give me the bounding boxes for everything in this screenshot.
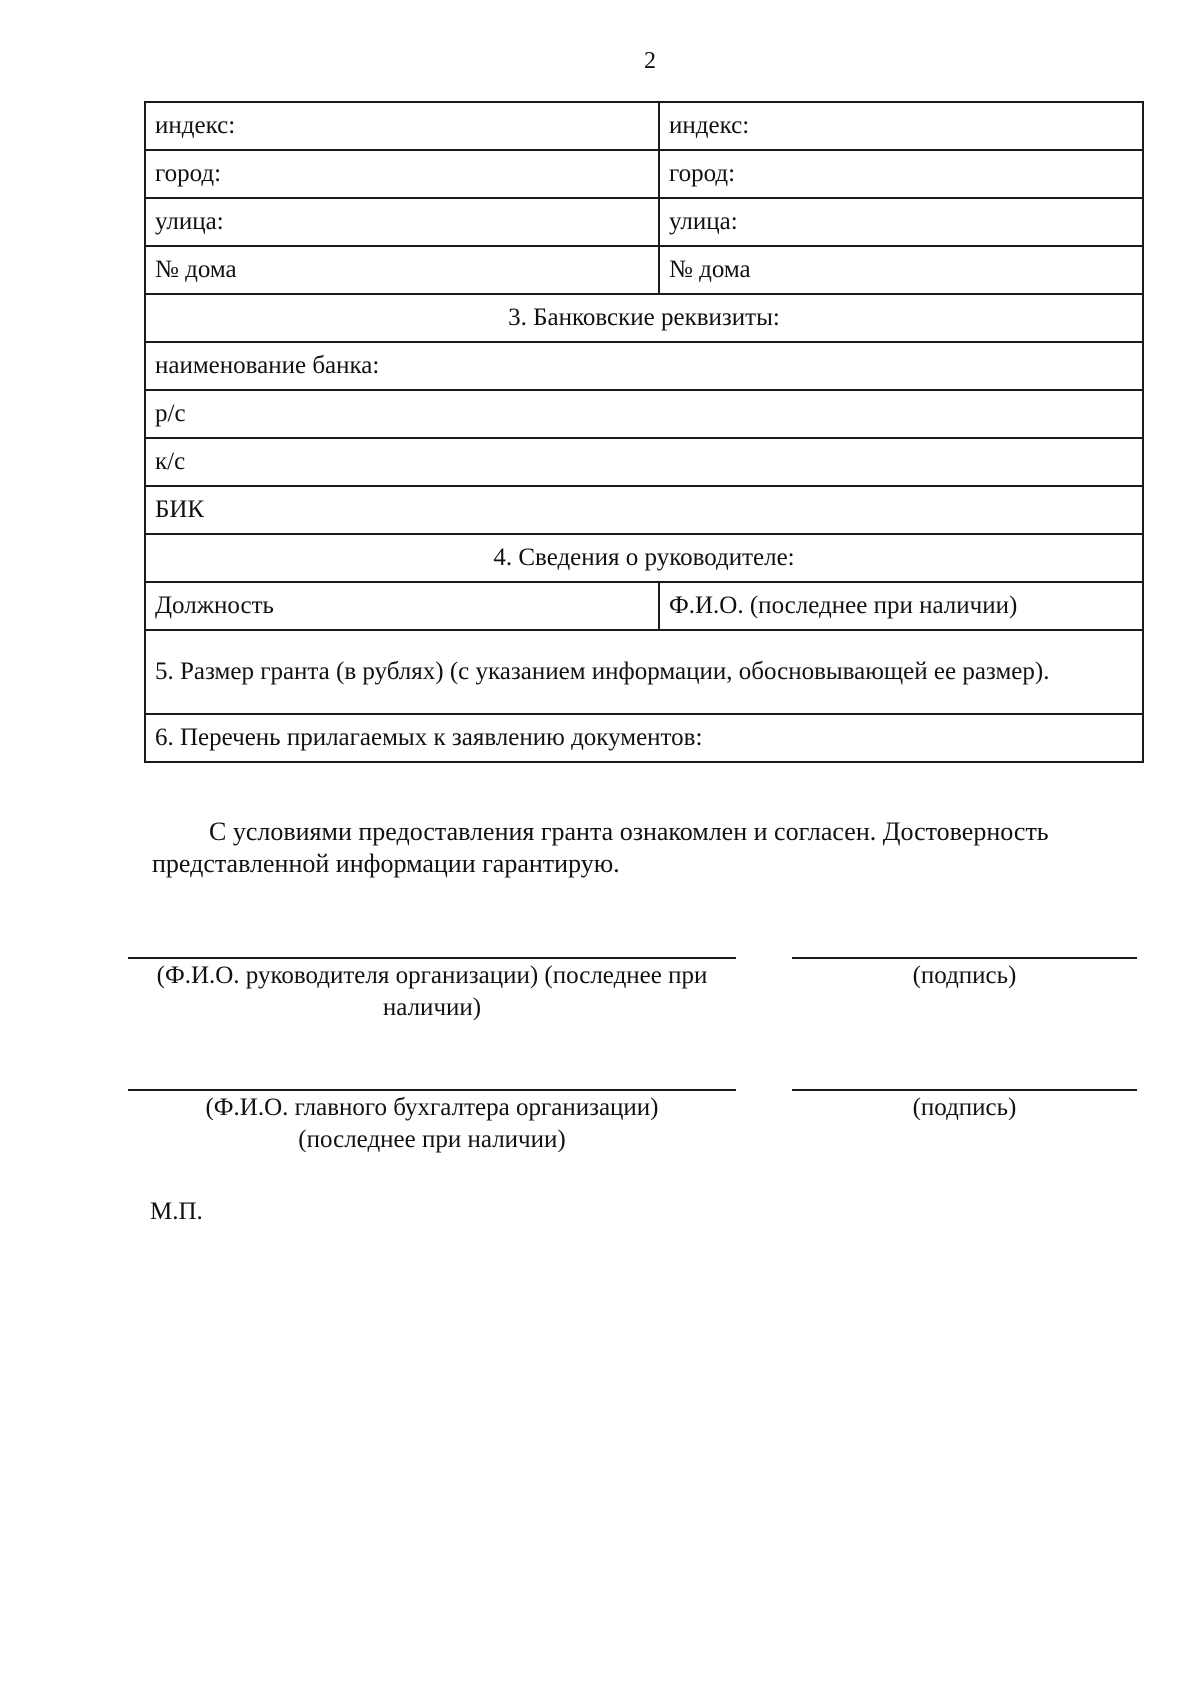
accountant-signature-line[interactable] (792, 1089, 1137, 1091)
director-name-caption: (Ф.И.О. руководителя организации) (последнее при наличии) (156, 962, 708, 1021)
head-full-name-field[interactable]: Ф.И.О. (последнее при наличии) (659, 582, 1143, 630)
settlement-account-row (145, 390, 1143, 438)
city-field-left[interactable]: город: (145, 150, 659, 198)
address-house-row (145, 246, 1143, 294)
address-index-row (145, 102, 1143, 150)
bank-name-field[interactable]: наименование банка: (145, 342, 1143, 390)
bank-heading-row (145, 294, 1143, 342)
bank-section-heading: 3. Банковские реквизиты: (145, 294, 1143, 342)
house-field-left[interactable]: № дома (145, 246, 659, 294)
city-field-right[interactable]: город: (659, 150, 1143, 198)
correspondent-account-field[interactable]: к/с (145, 438, 1143, 486)
index-field-left[interactable]: индекс: (145, 102, 659, 150)
accountant-name-caption: (Ф.И.О. главного бухгалтера организации) (последнее при наличии) (205, 1094, 659, 1153)
grant-size-row (145, 630, 1143, 714)
head-section-heading: 4. Сведения о руководителе: (145, 534, 1143, 582)
position-field[interactable]: Должность (145, 582, 659, 630)
documents-list-field[interactable]: 6. Перечень прилагаемых к заявлению документов: (145, 714, 1143, 762)
bik-field[interactable]: БИК (145, 486, 1143, 534)
bik-row (145, 486, 1143, 534)
grant-size-field[interactable]: 5. Размер гранта (в рублях) (с указанием информации, обосновывающей ее размер). (145, 630, 1143, 714)
index-field-right[interactable]: индекс: (659, 102, 1143, 150)
director-name-line[interactable] (128, 957, 736, 959)
stamp-place-label: М.П. (150, 1198, 203, 1225)
street-field-right[interactable]: улица: (659, 198, 1143, 246)
accountant-name-line[interactable] (128, 1089, 736, 1091)
address-street-row (145, 198, 1143, 246)
accountant-signature-caption: (подпись) (912, 1094, 1017, 1121)
head-details-row (145, 582, 1143, 630)
application-form-table (144, 101, 1144, 763)
settlement-account-field[interactable]: р/с (145, 390, 1143, 438)
correspondent-account-row (145, 438, 1143, 486)
address-city-row (145, 150, 1143, 198)
director-signature-line[interactable] (792, 957, 1137, 959)
documents-row (145, 714, 1143, 762)
bank-name-row (145, 342, 1143, 390)
head-heading-row (145, 534, 1143, 582)
street-field-left[interactable]: улица: (145, 198, 659, 246)
house-field-right[interactable]: № дома (659, 246, 1143, 294)
page-number: 2 (644, 48, 656, 74)
consent-statement: С условиями предоставления гранта ознакомлен и согласен. Достоверность представленной информации гарантирую. (152, 817, 1049, 878)
director-signature-caption: (подпись) (912, 962, 1017, 989)
